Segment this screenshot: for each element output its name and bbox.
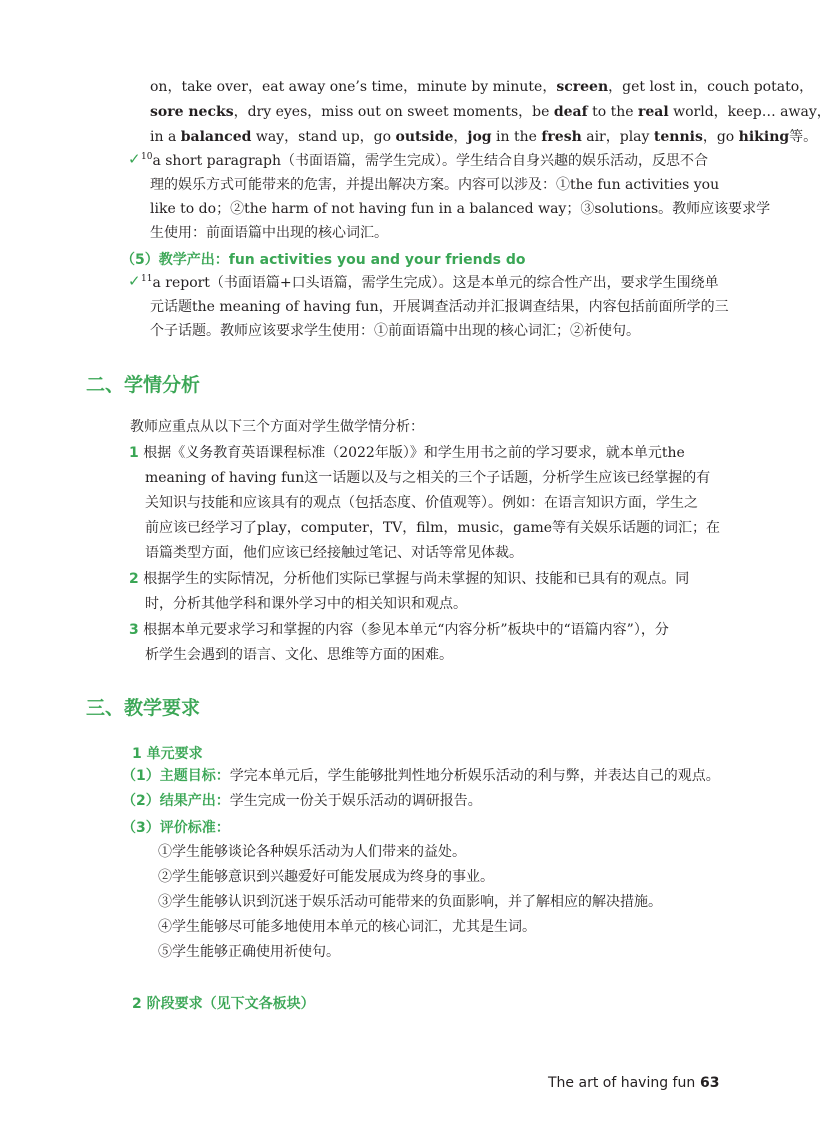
s2-item1-line-1 bbox=[129, 444, 685, 462]
footnote-11: 11 bbox=[141, 274, 153, 284]
s2-item1-num: 1 bbox=[129, 445, 139, 461]
item10-line-1 bbox=[141, 152, 708, 170]
s2-item1-text: 根据《义务教育英语课程标准（2022年版）》和学生用书之前的学习要求，就本单元the bbox=[143, 445, 685, 461]
s2-item3-line-1 bbox=[129, 621, 669, 639]
vocab-text: ，get lost in，couch potato， bbox=[608, 79, 814, 95]
item11-line-2: 元话题the meaning of having fun，开展调查活动并汇报调查结果，内容包括前面所学的三 bbox=[150, 299, 729, 315]
section-2-intro: 教师应重点从以下三个方面对学生做学情分析： bbox=[130, 419, 424, 435]
check-icon: ✓ bbox=[128, 272, 141, 290]
s2-item1-line-2: meaning of having fun这一话题以及与之相关的三个子话题，分析学生应该已经掌握的有 bbox=[145, 470, 711, 486]
vocab-line-1 bbox=[150, 78, 813, 96]
s2-item2-text: 根据学生的实际情况，分析他们实际已掌握与尚未掌握的知识、技能和已具有的观点。同 bbox=[143, 571, 690, 587]
goal-label: （1）主题目标： bbox=[122, 768, 230, 784]
output-text: 学生完成一份关于娱乐活动的调研报告。 bbox=[229, 793, 482, 809]
s2-item2-line-2: 时，分析其他学科和课外学习中的相关知识和观点。 bbox=[145, 596, 467, 612]
s2-item3-num: 3 bbox=[129, 622, 139, 638]
item11-text: a report（书面语篇+口头语篇，需学生完成）。这是本单元的综合性产出，要求学生围绕单 bbox=[152, 275, 719, 291]
s2-item3-line-2: 析学生会遇到的语言、文化、思维等方面的困难。 bbox=[145, 647, 453, 663]
vocab-text: air，play bbox=[581, 129, 654, 145]
page-number: 63 bbox=[700, 1075, 720, 1091]
criteria-3: ③学生能够认识到沉迷于娱乐活动可能带来的负面影响，并了解相应的解决措施。 bbox=[158, 894, 662, 910]
vocab-bold-word: screen bbox=[556, 79, 609, 95]
item11-line-1 bbox=[141, 274, 719, 292]
subheading-5: （5）教学产出：fun activities you and your friends do bbox=[121, 252, 526, 268]
vocab-text: ，dry eyes，miss out on sweet moments，be bbox=[233, 104, 554, 120]
output-line bbox=[122, 792, 482, 810]
s2-item2-line-1 bbox=[129, 570, 689, 588]
vocab-text: in a bbox=[150, 129, 181, 145]
vocab-bold-word: fresh bbox=[541, 129, 582, 145]
vocab-text: to the bbox=[587, 104, 638, 120]
vocab-bold-word: outside bbox=[395, 129, 454, 145]
item10-line-2: 理的娱乐方式可能带来的危害，并提出解决方案。内容可以涉及：①the fun activities you bbox=[150, 177, 720, 193]
vocab-text: on，take over，eat away one’s time，minute by minute， bbox=[150, 79, 557, 95]
s2-item1-line-3: 关知识与技能和应该具有的观点（包括态度、价值观等）。例如：在语言知识方面，学生之 bbox=[145, 495, 698, 511]
criteria-5: ⑤学生能够正确使用祈使句。 bbox=[158, 944, 340, 960]
criteria-4: ④学生能够尽可能多地使用本单元的核心词汇，尤其是生词。 bbox=[158, 919, 536, 935]
item10-line-3: like to do；②the harm of not having fun in a balanced way；③solutions。教师应该要求学 bbox=[150, 201, 771, 217]
s2-item3-text: 根据本单元要求学习和掌握的内容（参见本单元“内容分析”板块中的“语篇内容”），分 bbox=[143, 622, 669, 638]
footnote-10: 10 bbox=[141, 152, 153, 162]
section-2-title: 二、学情分析 bbox=[86, 374, 201, 396]
vocab-bold-word: deaf bbox=[553, 104, 588, 120]
item10-line-4: 生使用：前面语篇中出现的核心词汇。 bbox=[150, 225, 388, 241]
vocab-text: ，go bbox=[702, 129, 739, 145]
vocab-bold-word: balanced bbox=[180, 129, 252, 145]
goal-text: 学完本单元后，学生能够批判性地分析娱乐活动的利与弊，并表达自己的观点。 bbox=[229, 768, 720, 784]
vocab-line-3 bbox=[150, 128, 817, 146]
footer-title: The art of having fun bbox=[548, 1075, 696, 1091]
vocab-bold-word: sore necks bbox=[150, 104, 234, 120]
criteria-2: ②学生能够意识到兴趣爱好可能发展成为终身的事业。 bbox=[158, 869, 494, 885]
unit-requirements-heading: 1 单元要求 bbox=[132, 746, 203, 762]
vocab-bold-word: hiking bbox=[738, 129, 790, 145]
s2-item1-line-5: 语篇类型方面，他们应该已经接触过笔记、对话等常见体裁。 bbox=[145, 545, 523, 561]
vocab-bold-word: real bbox=[638, 104, 669, 120]
output-label: （2）结果产出： bbox=[122, 793, 230, 809]
vocab-text: ， bbox=[453, 129, 468, 145]
vocab-bold-word: jog bbox=[467, 129, 492, 145]
vocab-text: world，keep… away， bbox=[668, 104, 831, 120]
goal-line bbox=[122, 767, 720, 785]
stage-requirements-heading: 2 阶段要求（见下文各板块） bbox=[132, 996, 315, 1012]
item11-line-3: 个子话题。教师应该要求学生使用：①前面语篇中出现的核心词汇；②祈使句。 bbox=[150, 323, 640, 339]
item10-text: a short paragraph（书面语篇，需学生完成）。学生结合自身兴趣的娱乐活动，反思不合 bbox=[152, 153, 708, 169]
check-icon: ✓ bbox=[128, 150, 141, 168]
vocab-text: in the bbox=[491, 129, 542, 145]
vocab-text: 等。 bbox=[789, 129, 818, 145]
s2-item2-num: 2 bbox=[129, 571, 139, 587]
s2-item1-line-4: 前应该已经学习了play，computer，TV，film，music，game等有关娱乐话题的词汇；在 bbox=[145, 520, 721, 536]
section-3-title: 三、教学要求 bbox=[86, 697, 201, 719]
vocab-bold-word: tennis bbox=[653, 129, 703, 145]
vocab-text: way，stand up，go bbox=[251, 129, 396, 145]
eval-label: （3）评价标准： bbox=[122, 820, 230, 836]
criteria-1: ①学生能够谈论各种娱乐活动为人们带来的益处。 bbox=[158, 844, 466, 860]
vocab-line-2 bbox=[150, 103, 831, 121]
